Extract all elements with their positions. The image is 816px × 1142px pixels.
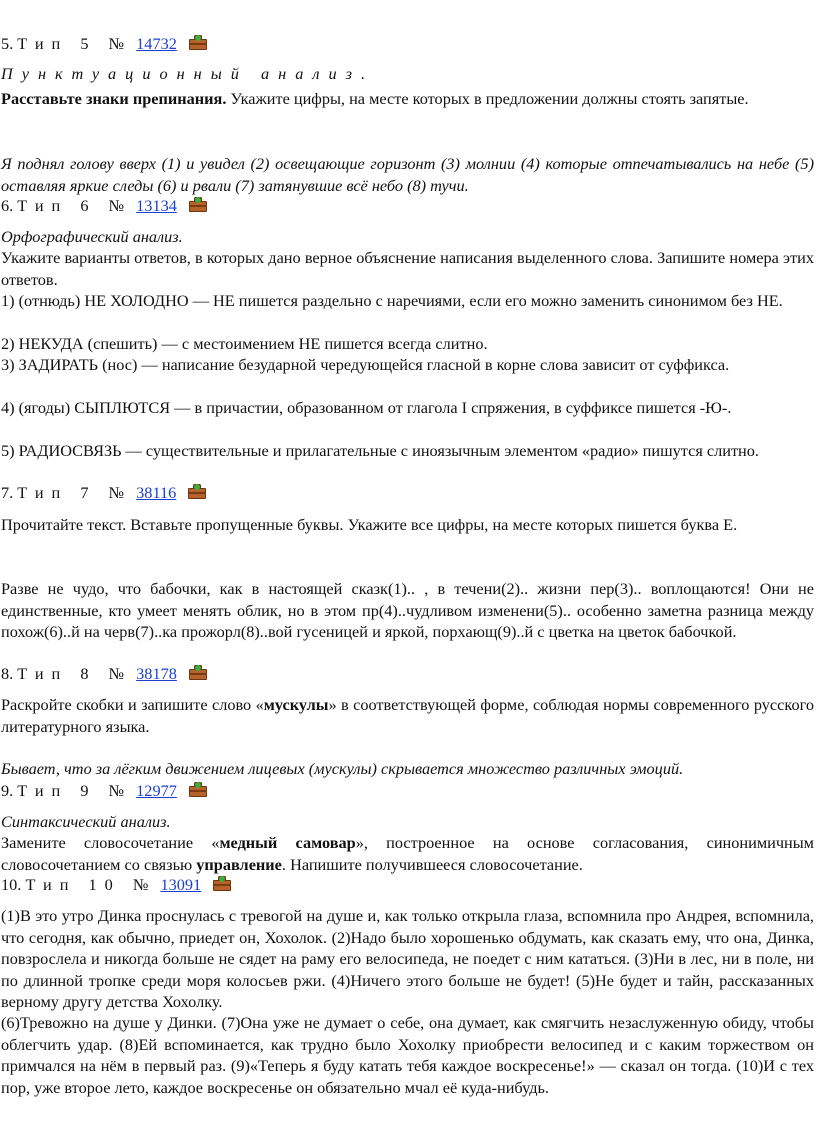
task-type: Тип 9 № — [17, 781, 133, 800]
task-instruction-bold: Расставьте знаки препинания. — [1, 89, 227, 108]
answer-option-5: 5) РАДИОСВЯЗЬ — существительные и прилагательные с иноязычным элементом «радио» пишутся слитно. — [1, 441, 759, 460]
task-number: 9. — [1, 781, 14, 800]
briefcase-icon[interactable] — [189, 782, 207, 797]
section-title: Пунктуационный анализ. — [1, 64, 375, 83]
task-instruction: Укажите варианты ответов, в которых дано верное объяснение написания выделенного слова. Запишите номера этих ответов. — [1, 248, 814, 289]
task-number: 10. — [1, 875, 22, 894]
task-header-8 — [1, 663, 814, 685]
task-sentence: Я поднял голову вверх (1) и увидел (2) освещающие горизонт (3) молнии (4) которые отпечатывались на небе (5) оставляя яркие следы (6) и рвали (7) затянувшие всё небо (8) тучи. — [1, 154, 814, 195]
highlight-term: управление — [196, 854, 282, 874]
task-type: Тип 8 № — [17, 664, 133, 683]
briefcase-icon[interactable] — [213, 876, 231, 891]
task-header-7 — [1, 482, 814, 504]
task-header-10 — [1, 874, 814, 896]
task-link-13134[interactable]: 13134 — [136, 196, 177, 215]
task-header-6 — [1, 195, 814, 217]
text-paragraph-2: (6)Тревожно на душе у Динки. (7)Она уже не думает о себе, она думает, как смягчить незаслуженную обиду, чтобы облегчить удар. (8)Ей вспоминается, как трудно было Хохолку приобрести велосипед и с каким торжеством он примчался на нём в первый раз. (9)«Теперь я буду катать тебя каждое воскресенье!» — сказал он тогда. (10)И с тех пор, уже второе лето, каждое воскресенье он обязательно мчал её куда-нибудь. — [1, 1013, 814, 1097]
task-header-9 — [1, 780, 814, 802]
task-link-12977[interactable]: 12977 — [136, 781, 177, 800]
task-text: Разве не чудо, что бабочки, как в настоящей сказк(1).. , в течени(2).. жизни пер(3).. воплощаются! Они не единственные, кто умеет менять облик, но в этом пр(4)..чудливом изменени(5).. особенно заметна разница между похож(6)..й на черв(7)..ка прожорл(8)..вой гусеницей и яркой, порхающ(9)..й с цветка на цветок бабочкой. — [1, 579, 814, 641]
task-link-14732[interactable]: 14732 — [136, 34, 177, 53]
answer-option-4: 4) (ягоды) СЫПЛЮТСЯ — в причастии, образованном от глагола I спряжения, в суффиксе пишется -Ю-. — [1, 398, 732, 417]
task-instruction: Прочитайте текст. Вставьте пропущенные буквы. Укажите все цифры, на месте которых пишется буква Е. — [1, 515, 738, 534]
task-number: 7. — [1, 483, 14, 502]
task-type: Тип 7 № — [17, 483, 133, 502]
answer-option-3: 3) ЗАДИРАТЬ (нос) — написание безударной чередующейся гласной в корне слова зависит от суффикса. — [1, 355, 730, 374]
section-title: Орфографический анализ. — [1, 227, 183, 246]
task-instruction: Раскройте скобки и запишите слово «мускулы» в соответствующей форме, соблюдая нормы современного русского литературного языка. — [1, 695, 815, 736]
task-header-5 — [1, 33, 814, 55]
task-type: Тип 5 № — [17, 34, 133, 53]
highlight-word: мускулы — [263, 695, 329, 714]
text-paragraph-1: (1)В это утро Динка проснулась с тревогой на душе и, как только открыла глаза, вспомнила про Андрея, вспомнила, что сегодня, как обычно, приедет он, Хохолок. (2)Надо было хорошенько обдумать, как сказать ему, что она, Динка, повзрослела и никогда больше не сядет на раму его велосипеда, не поедет с ним кататься. (3)Ни в лес, ни в поле, ни по длинной тропке среди моря колосьев ржи. (4)Ничего этого больше не будет! (5)Не будет и тайн, рассказанных верному другу детства Хохолку. — [1, 906, 814, 1011]
task-link-38116[interactable]: 38116 — [136, 483, 177, 502]
task-instruction: Замените словосочетание «медный самовар», построенное на основе согласования, синонимичным словосочетанием со связью управление. Напишите получившееся словосочетание. — [1, 833, 814, 874]
task-type: Тип 6 № — [17, 196, 133, 215]
briefcase-icon[interactable] — [188, 484, 206, 499]
task-link-13091[interactable]: 13091 — [160, 875, 202, 894]
briefcase-icon[interactable] — [189, 197, 207, 212]
task-number: 5. — [1, 34, 14, 53]
briefcase-icon[interactable] — [189, 665, 207, 680]
briefcase-icon[interactable] — [189, 35, 207, 50]
task-sentence: Бывает, что за лёгким движением лицевых (мускулы) скрывается множество различных эмоций. — [1, 759, 684, 778]
task-number: 8. — [1, 664, 14, 683]
highlight-phrase: медный самовар — [219, 833, 356, 852]
task-link-38178[interactable]: 38178 — [136, 664, 177, 683]
task-instruction — [1, 88, 814, 110]
task-number: 6. — [1, 196, 14, 215]
answer-option-2: 2) НЕКУДА (спешить) — с местоимением НЕ пишется всегда слитно. — [1, 334, 488, 353]
answer-option-1: 1) (отнюдь) НЕ ХОЛОДНО — НЕ пишется раздельно с наречиями, если его можно заменить синонимом без НЕ. — [1, 291, 783, 310]
section-title: Синтаксический анализ. — [1, 812, 171, 831]
task-instruction-text: Укажите цифры, на месте которых в предложении должны стоять запятые. — [226, 89, 749, 108]
task-type: Тип 10 № — [25, 875, 157, 894]
